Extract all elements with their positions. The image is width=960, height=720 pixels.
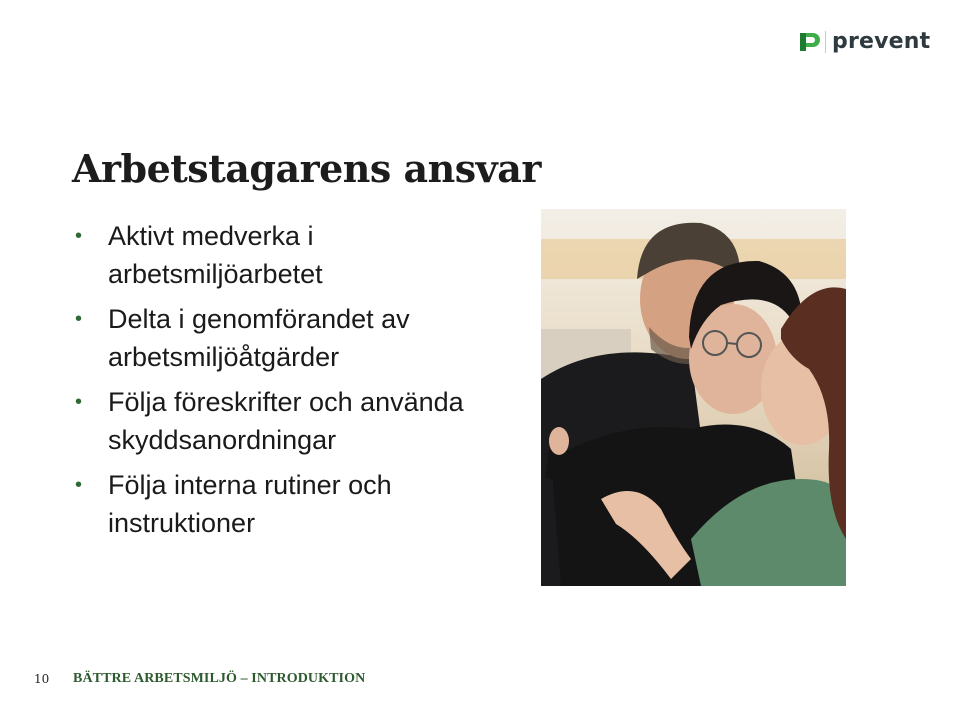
prevent-logo xyxy=(799,28,930,56)
bullet-item xyxy=(72,383,512,459)
bullet-text: Följa föreskrifter och använda skyddsanordningar xyxy=(108,387,464,455)
bullet-item xyxy=(72,466,512,542)
people-illustration xyxy=(541,209,846,586)
bullet-item xyxy=(72,300,512,376)
bullet-text: Aktivt medverka i arbetsmiljöarbetet xyxy=(108,221,323,289)
bullet-item xyxy=(72,217,512,293)
bullet-text: Följa interna rutiner och instruktioner xyxy=(108,470,392,538)
bullet-icon: • xyxy=(75,308,83,330)
bullet-text: Delta i genomförandet av arbetsmiljöåtgärder xyxy=(108,304,410,372)
prevent-logo-icon xyxy=(799,31,821,53)
bullet-icon: • xyxy=(75,225,83,247)
team-photo xyxy=(541,209,846,586)
page-number: 10 xyxy=(34,672,50,686)
logo-separator xyxy=(825,31,826,53)
slide-title: Arbetstagarens ansvar xyxy=(72,146,541,191)
logo-wordmark: prevent xyxy=(832,29,931,54)
bullet-icon: • xyxy=(75,391,83,413)
bullet-list xyxy=(72,217,512,549)
bullet-icon: • xyxy=(75,474,83,496)
footer-title: BÄTTRE ARBETSMILJÖ – INTRODUKTION xyxy=(73,671,366,686)
